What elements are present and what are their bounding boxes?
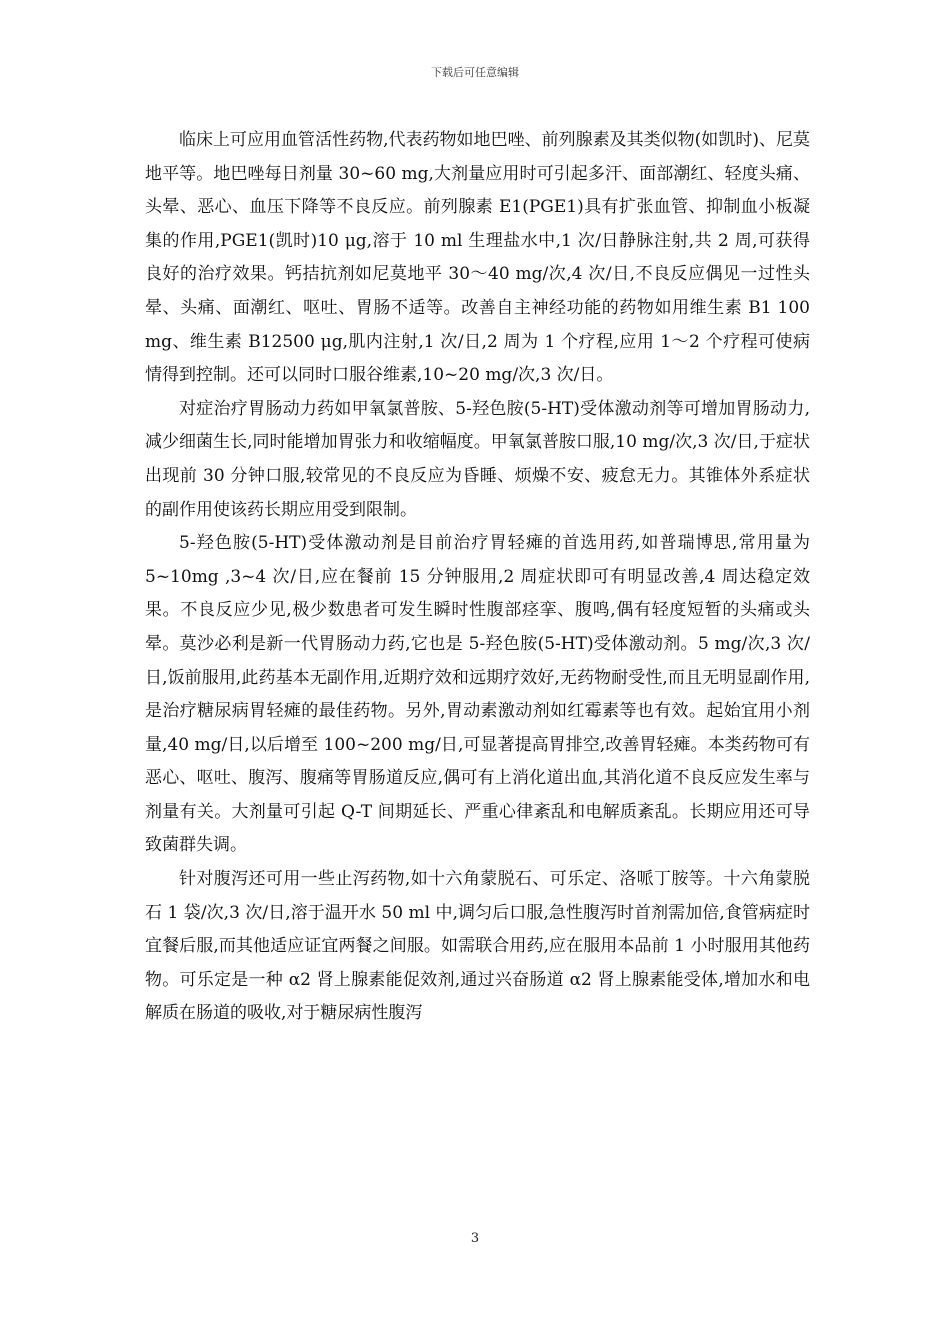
document-body [145,124,810,1031]
paragraph-5ht-agonists: 5-羟色胺(5-HT)受体激动剂是目前治疗胃轻瘫的首选用药,如普瑞博思,常用量为 5~10mg ,3~4 次/日,应在餐前 15 分钟服用,2 周症状即可有明显改善,4 周达稳定效果。不良反应少见,极少数患者可发生瞬时性腹部痉挛、腹鸣,偶有轻度短暂的头痛或头晕。莫沙必利是新一代胃肠动力药,它也是 5-羟色胺(5-HT)受体激动剂。5 mg/次,3 次/日,饭前服用,此药基本无副作用,近期疗效和远期疗效好,无药物耐受性,而且无明显副作用,是治疗糖尿病胃轻瘫的最佳药物。另外,胃动素激动剂如红霉素等也有效。起始宜用小剂量,40 mg/日,以后增至 100~200 mg/日,可显著提高胃排空,改善胃轻瘫。本类药物可有恶心、呕吐、腹泻、腹痛等胃肠道反应,偶可有上消化道出血,其消化道不良反应发生率与剂量有关。大剂量可引起 Q-T 间期延长、严重心律紊乱和电解质紊乱。长期应用还可导致菌群失调。 [145,533,810,856]
page-number: 3 [470,1231,480,1246]
page-header: 下载后可任意编辑 [431,66,519,79]
paragraph-prokinetic-drugs: 对症治疗胃肠动力药如甲氧氯普胺、5-羟色胺(5-HT)受体激动剂等可增加胃肠动力,减少细菌生长,同时能增加胃张力和收缩幅度。甲氧氯普胺口服,10 mg/次,3 次/日,于症状出现前 30 分钟口服,较常见的不良反应为昏睡、烦燥不安、疲怠无力。其锥体外系症状的副作用使该药长期应用受到限制。 [145,398,810,520]
paragraph-antidiarrheal-drugs: 针对腹泻还可用一些止泻药物,如十六角蒙脱石、可乐定、洛哌丁胺等。十六角蒙脱石 1 袋/次,3 次/日,溶于温开水 50 ml 中,调匀后口服,急性腹泻时首剂需加倍,食管病症时宜餐后服,而其他适应证宜两餐之间服。如需联合用药,应在服用本品前 1 小时服用其他药物。可乐定是一种 α2 肾上腺素能促效剂,通过兴奋肠道 α2 肾上腺素能受体,增加水和电解质在肠道的吸收,对于糖尿病性腹泻 [145,869,810,1024]
paragraph-vasoactive-drugs: 临床上可应用血管活性药物,代表药物如地巴唑、前列腺素及其类似物(如凯时)、尼莫地平等。地巴唑每日剂量 30~60 mg,大剂量应用时可引起多汗、面部潮红、轻度头痛、头晕、恶心、血压下降等不良反应。前列腺素 E1(PGE1)具有扩张血管、抑制血小板凝集的作用,PGE1(凯时)10 μg,溶于 10 ml 生理盐水中,1 次/日静脉注射,共 2 周,可获得良好的治疗效果。钙拮抗剂如尼莫地平 30～40 mg/次,4 次/日,不良反应偶见一过性头晕、头痛、面潮红、呕吐、胃肠不适等。改善自主神经功能的药物如用维生素 B1 100 mg、维生素 B12500 μg,肌内注射,1 次/日,2 周为 1 个疗程,应用 1～2 个疗程可使病情得到控制。还可以同时口服谷维素,10~20 mg/次,3 次/日。 [145,130,810,386]
